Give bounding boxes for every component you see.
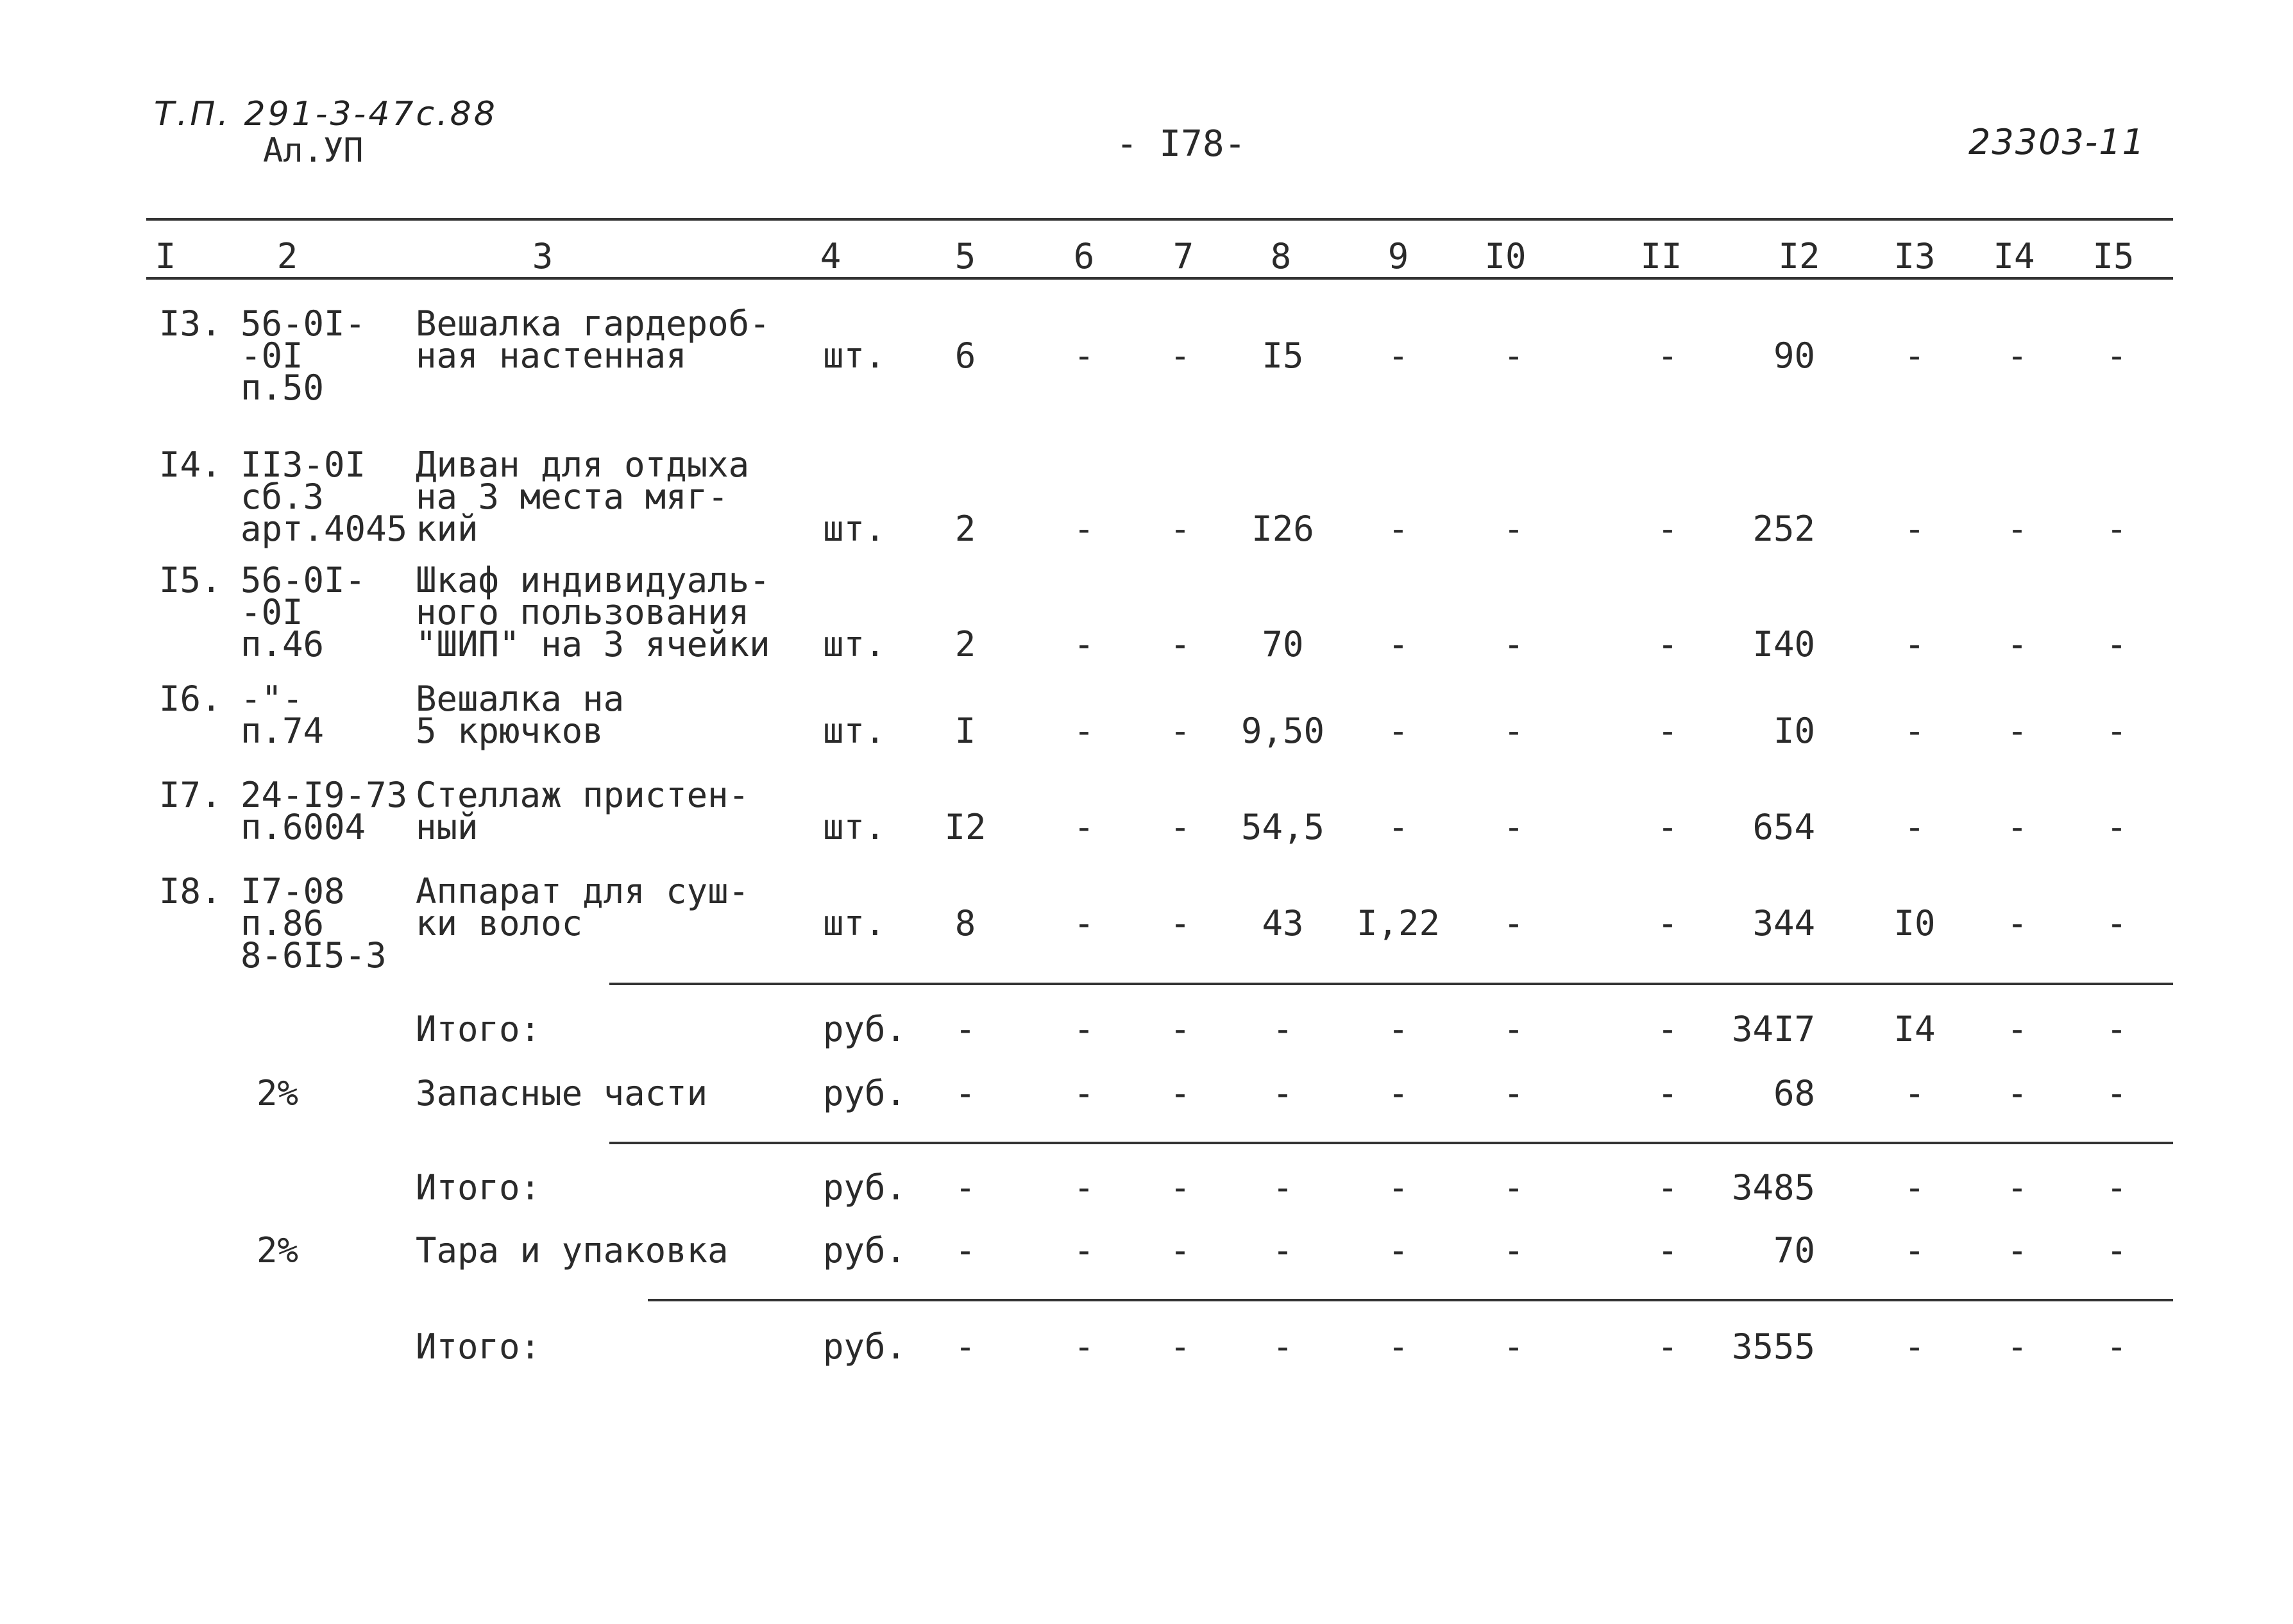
cell-c5: - [954, 1326, 976, 1367]
cell-c15: - [2106, 624, 2128, 664]
cell-c14: - [2006, 1326, 2028, 1367]
cell-c8: I5 [1262, 335, 1304, 376]
cell-c10: - [1503, 509, 1525, 549]
cell-c10: - [1503, 1009, 1525, 1049]
cell-c15: - [2106, 1167, 2128, 1208]
cell-c9: - [1387, 1073, 1409, 1113]
item-name: Вешалка на 5 крючков [416, 679, 625, 751]
cell-c10: - [1503, 1326, 1525, 1367]
cell-c7: - [1169, 335, 1191, 376]
cell-c8: 9,50 [1240, 711, 1325, 751]
cell-c9: - [1387, 711, 1409, 751]
unit: руб. [823, 1073, 907, 1113]
cell-c7: - [1169, 1073, 1191, 1113]
cell-c11: - [1657, 509, 1679, 549]
cell-c11: - [1657, 1009, 1679, 1049]
cell-c9: - [1387, 1230, 1409, 1271]
column-number: I2 [1778, 236, 1820, 276]
unit: шт. [823, 335, 886, 376]
cell-c12: 70 [1773, 1230, 1815, 1271]
cell-c5: - [954, 1167, 976, 1208]
cell-c6: - [1073, 1167, 1095, 1208]
unit: руб. [823, 1167, 907, 1208]
unit: шт. [823, 624, 886, 664]
item-code: 24-I9-73 п.6004 [241, 775, 408, 847]
cell-c12: 3485 [1731, 1167, 1815, 1208]
cell-c12: I0 [1773, 711, 1815, 751]
cell-c7: - [1169, 711, 1191, 751]
cell-c15: - [2106, 1230, 2128, 1271]
cell-c6: - [1073, 711, 1095, 751]
row-number: I3. [159, 303, 222, 344]
cell-c14: - [2006, 1009, 2028, 1049]
unit: руб. [823, 1230, 907, 1271]
item-code: I7-08 п.86 8-6I5-3 [241, 871, 387, 976]
column-number: 2 [276, 236, 298, 276]
subtotal-rule-2 [609, 1142, 2173, 1144]
cell-c9: - [1387, 1326, 1409, 1367]
item-code: 56-0I- -0I п.46 [241, 560, 366, 664]
cell-c9: - [1387, 1167, 1409, 1208]
cell-c13: - [1904, 1230, 1925, 1271]
item-name: Вешалка гардероб- ная настенная [416, 303, 770, 376]
cell-c6: - [1073, 1230, 1095, 1271]
row-number: I8. [159, 871, 222, 911]
cell-c13: - [1904, 807, 1925, 847]
cell-c13: - [1904, 1326, 1925, 1367]
cell-c9: - [1387, 509, 1409, 549]
cell-c7: - [1169, 509, 1191, 549]
item-name: Диван для отдыха на 3 места мяг- кий [416, 444, 750, 549]
cell-c5: 2 [954, 509, 976, 549]
cell-c10: - [1503, 807, 1525, 847]
summary-label: Запасные части [416, 1073, 708, 1113]
cell-c14: - [2006, 1167, 2028, 1208]
cell-c11: - [1657, 1230, 1679, 1271]
cell-c11: - [1657, 335, 1679, 376]
cell-c13: - [1904, 1073, 1925, 1113]
cell-c7: - [1169, 807, 1191, 847]
column-number: 6 [1073, 236, 1095, 276]
cell-c5: - [954, 1073, 976, 1113]
column-number: 3 [532, 236, 554, 276]
cell-c8: 54,5 [1240, 807, 1325, 847]
cell-c14: - [2006, 509, 2028, 549]
cell-c7: - [1169, 624, 1191, 664]
item-code: -"- п.74 [241, 679, 325, 751]
cell-c8: 70 [1262, 624, 1304, 664]
column-number: I [155, 236, 176, 276]
project-code: Т.П. 291-3-47с.88 [154, 95, 498, 133]
cell-c12: 654 [1752, 807, 1815, 847]
row-number: I4. [159, 444, 222, 485]
cell-c5: 8 [954, 903, 976, 943]
cell-c8: 43 [1262, 903, 1304, 943]
cell-c10: - [1503, 1073, 1525, 1113]
table-top-rule [146, 218, 2173, 221]
cell-c9: - [1387, 807, 1409, 847]
cell-c8: - [1272, 1073, 1294, 1113]
column-number: 9 [1387, 236, 1409, 276]
cell-c13: - [1904, 624, 1925, 664]
cell-c7: - [1169, 1167, 1191, 1208]
cell-c12: I40 [1752, 624, 1815, 664]
cell-c15: - [2106, 903, 2128, 943]
cell-c14: - [2006, 1230, 2028, 1271]
cell-c15: - [2106, 1009, 2128, 1049]
unit: руб. [823, 1009, 907, 1049]
cell-c9: - [1387, 335, 1409, 376]
cell-c10: - [1503, 1230, 1525, 1271]
cell-c11: - [1657, 711, 1679, 751]
item-code: II3-0I сб.3 арт.4045 [241, 444, 408, 549]
cell-c5: - [954, 1009, 976, 1049]
cell-c11: - [1657, 1073, 1679, 1113]
column-number: 8 [1270, 236, 1292, 276]
cell-c13: - [1904, 1167, 1925, 1208]
unit: шт. [823, 711, 886, 751]
cell-c6: - [1073, 1073, 1095, 1113]
summary-label: Итого: [416, 1167, 541, 1208]
column-header-rule [146, 277, 2173, 280]
cell-c15: - [2106, 711, 2128, 751]
cell-c6: - [1073, 903, 1095, 943]
cell-c6: - [1073, 335, 1095, 376]
percent: 2% [257, 1230, 299, 1271]
cell-c13: - [1904, 335, 1925, 376]
cell-c10: - [1503, 335, 1525, 376]
cell-c9: I,22 [1356, 903, 1441, 943]
column-number: I5 [2092, 236, 2135, 276]
column-number: I4 [1993, 236, 2035, 276]
cell-c7: - [1169, 1230, 1191, 1271]
cell-c6: - [1073, 509, 1095, 549]
summary-label: Итого: [416, 1326, 541, 1367]
cell-c8: - [1272, 1230, 1294, 1271]
cell-c9: - [1387, 624, 1409, 664]
cell-c14: - [2006, 807, 2028, 847]
page-number: - I78- [1116, 123, 1246, 165]
cell-c11: - [1657, 903, 1679, 943]
cell-c11: - [1657, 1326, 1679, 1367]
cell-c8: - [1272, 1167, 1294, 1208]
cell-c13: I4 [1893, 1009, 1936, 1049]
cell-c10: - [1503, 1167, 1525, 1208]
cell-c15: - [2106, 1073, 2128, 1113]
cell-c15: - [2106, 509, 2128, 549]
item-name: Стеллаж пристен- ный [416, 775, 750, 847]
cell-c14: - [2006, 903, 2028, 943]
cell-c14: - [2006, 711, 2028, 751]
cell-c13: - [1904, 711, 1925, 751]
item-name: Шкаф индивидуаль- ного пользования "ШИП" на 3 ячейки [416, 560, 770, 664]
album-label: Ал.УП [263, 131, 364, 170]
summary-label: Итого: [416, 1009, 541, 1049]
row-number: I5. [159, 560, 222, 600]
column-number: I0 [1484, 236, 1527, 276]
row-number: I6. [159, 679, 222, 719]
cell-c5: 2 [954, 624, 976, 664]
percent: 2% [257, 1073, 299, 1113]
cell-c14: - [2006, 1073, 2028, 1113]
item-name: Аппарат для суш- ки волос [416, 871, 750, 943]
item-code: 56-0I- -0I п.50 [241, 303, 366, 408]
subtotal-rule-3 [648, 1299, 2173, 1301]
cell-c11: - [1657, 624, 1679, 664]
unit: руб. [823, 1326, 907, 1367]
cell-c12: 252 [1752, 509, 1815, 549]
cell-c12: 68 [1773, 1073, 1815, 1113]
cell-c14: - [2006, 624, 2028, 664]
column-number: 5 [954, 236, 976, 276]
cell-c7: - [1169, 1009, 1191, 1049]
cell-c11: - [1657, 807, 1679, 847]
cell-c12: 344 [1752, 903, 1815, 943]
subtotal-rule-1 [609, 983, 2173, 985]
cell-c12: 3555 [1731, 1326, 1815, 1367]
cell-c10: - [1503, 711, 1525, 751]
cell-c6: - [1073, 807, 1095, 847]
cell-c6: - [1073, 1326, 1095, 1367]
cell-c7: - [1169, 1326, 1191, 1367]
cell-c15: - [2106, 1326, 2128, 1367]
cell-c14: - [2006, 335, 2028, 376]
row-number: I7. [159, 775, 222, 815]
cell-c9: - [1387, 1009, 1409, 1049]
cell-c5: I [954, 711, 976, 751]
cell-c13: I0 [1893, 903, 1936, 943]
cell-c7: - [1169, 903, 1191, 943]
cell-c8: I26 [1251, 509, 1314, 549]
unit: шт. [823, 509, 886, 549]
column-number: 4 [820, 236, 842, 276]
cell-c6: - [1073, 1009, 1095, 1049]
cell-c15: - [2106, 807, 2128, 847]
cell-c12: 34I7 [1731, 1009, 1815, 1049]
column-number: II [1640, 236, 1682, 276]
cell-c10: - [1503, 624, 1525, 664]
column-number: 7 [1172, 236, 1194, 276]
cell-c8: - [1272, 1009, 1294, 1049]
document-code: 23303-11 [1968, 122, 2145, 162]
cell-c6: - [1073, 624, 1095, 664]
summary-label: Тара и упаковка [416, 1230, 729, 1271]
cell-c12: 90 [1773, 335, 1815, 376]
cell-c11: - [1657, 1167, 1679, 1208]
cell-c15: - [2106, 335, 2128, 376]
unit: шт. [823, 807, 886, 847]
column-number: I3 [1893, 236, 1936, 276]
cell-c13: - [1904, 509, 1925, 549]
cell-c8: - [1272, 1326, 1294, 1367]
cell-c5: 6 [954, 335, 976, 376]
cell-c10: - [1503, 903, 1525, 943]
cell-c5: - [954, 1230, 976, 1271]
unit: шт. [823, 903, 886, 943]
cell-c5: I2 [944, 807, 986, 847]
